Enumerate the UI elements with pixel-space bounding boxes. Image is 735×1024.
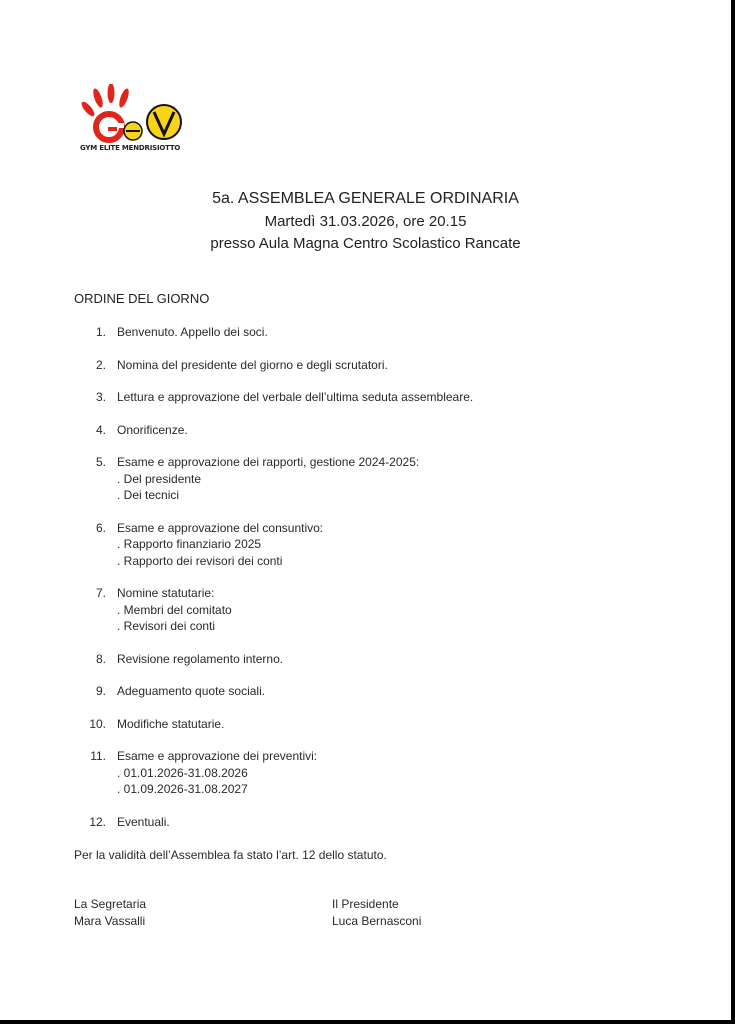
agenda-subitem: . Revisori dei conti: [117, 619, 216, 633]
signature-president: [332, 896, 421, 930]
agenda-item: [74, 324, 674, 341]
agenda-item: [74, 454, 674, 504]
agenda-item: [74, 748, 674, 798]
agenda-item-number: 8.: [95, 651, 106, 666]
agenda-subitem: . Rapporto finanziario 2025: [117, 537, 262, 551]
agenda-item-text: Nomina del presidente del giorno e degli scrutatori.: [117, 357, 388, 372]
agenda-item: [74, 651, 674, 668]
agenda-item-text: Adeguamento quote sociali.: [117, 684, 266, 698]
page-title: 5a. ASSEMBLEA GENERALE ORDINARIA: [212, 190, 519, 207]
agenda-item-text: Esame e approvazione dei rapporti, gestione 2024-2025:: [117, 455, 420, 469]
agenda-item-number: 9.: [95, 684, 106, 698]
agenda-item-number: 1.: [95, 325, 106, 339]
agenda-item-number: 12.: [89, 814, 106, 829]
agenda-item-number: 4.: [95, 422, 106, 437]
agenda-item-number: 5.: [95, 455, 106, 469]
agenda-item: [74, 683, 674, 700]
hand-logo-icon: [78, 84, 190, 146]
agenda-item-text: Eventuali.: [117, 814, 170, 829]
signature-secretary: [74, 896, 146, 930]
agenda-item-text: Benvenuto. Appello dei soci.: [117, 325, 268, 339]
agenda-item-text: Esame e approvazione del consuntivo:: [117, 520, 324, 535]
agenda-item-text: Onorificenze.: [117, 422, 188, 437]
agenda-subitem: . Dei tecnici: [117, 488, 180, 502]
president-name: Luca Bernasconi: [332, 914, 422, 928]
agenda-item: [74, 585, 674, 635]
agenda-item: [74, 422, 674, 439]
president-role: Il Presidente: [332, 897, 399, 911]
secretary-name: Mara Vassalli: [74, 914, 146, 928]
agenda-list: [74, 324, 674, 846]
validity-note: Per la validità dell’Assemblea fa stato l’art. 12 dello statuto.: [74, 848, 387, 862]
agenda-item-number: 2.: [95, 357, 106, 372]
agenda-item: [74, 814, 674, 831]
agenda-item-number: 10.: [89, 716, 106, 731]
place-line: presso Aula Magna Centro Scolastico Rancate: [210, 235, 521, 252]
agenda-item-text: Lettura e approvazione del verbale dell’ultima seduta assembleare.: [117, 390, 474, 404]
agenda-item-number: 11.: [90, 749, 106, 763]
agenda-item: [74, 357, 674, 374]
date-line: Martedì 31.03.2026, ore 20.15: [264, 213, 467, 230]
logo-caption: GYM ELITE MENDRISIOTTO: [80, 144, 181, 152]
agenda-item-text: Esame e approvazione dei preventivi:: [117, 749, 318, 763]
agenda-item-number: 6.: [95, 520, 106, 535]
agenda-item-text: Modifiche statutarie.: [117, 716, 225, 731]
agenda-item-text: Nomine statutarie:: [117, 586, 215, 600]
agenda-subitem: . Membri del comitato: [117, 602, 232, 617]
agenda-item-text: Revisione regolamento interno.: [117, 651, 284, 666]
agenda-item: [74, 520, 674, 570]
agenda-item-number: 7.: [95, 586, 106, 600]
agenda-subitem: . 01.01.2026-31.08.2026: [117, 765, 248, 780]
agenda-item-number: 3.: [95, 390, 106, 404]
agenda-item: [74, 389, 674, 406]
agenda-subitem: . Del presidente: [117, 471, 202, 486]
secretary-role: La Segretaria: [74, 897, 147, 911]
agenda-subitem: . Rapporto dei revisori dei conti: [117, 553, 283, 568]
agenda-item: [74, 716, 674, 733]
agenda-subitem: . 01.09.2026-31.08.2027: [117, 782, 248, 796]
agenda-title: ORDINE DEL GIORNO: [74, 291, 210, 306]
